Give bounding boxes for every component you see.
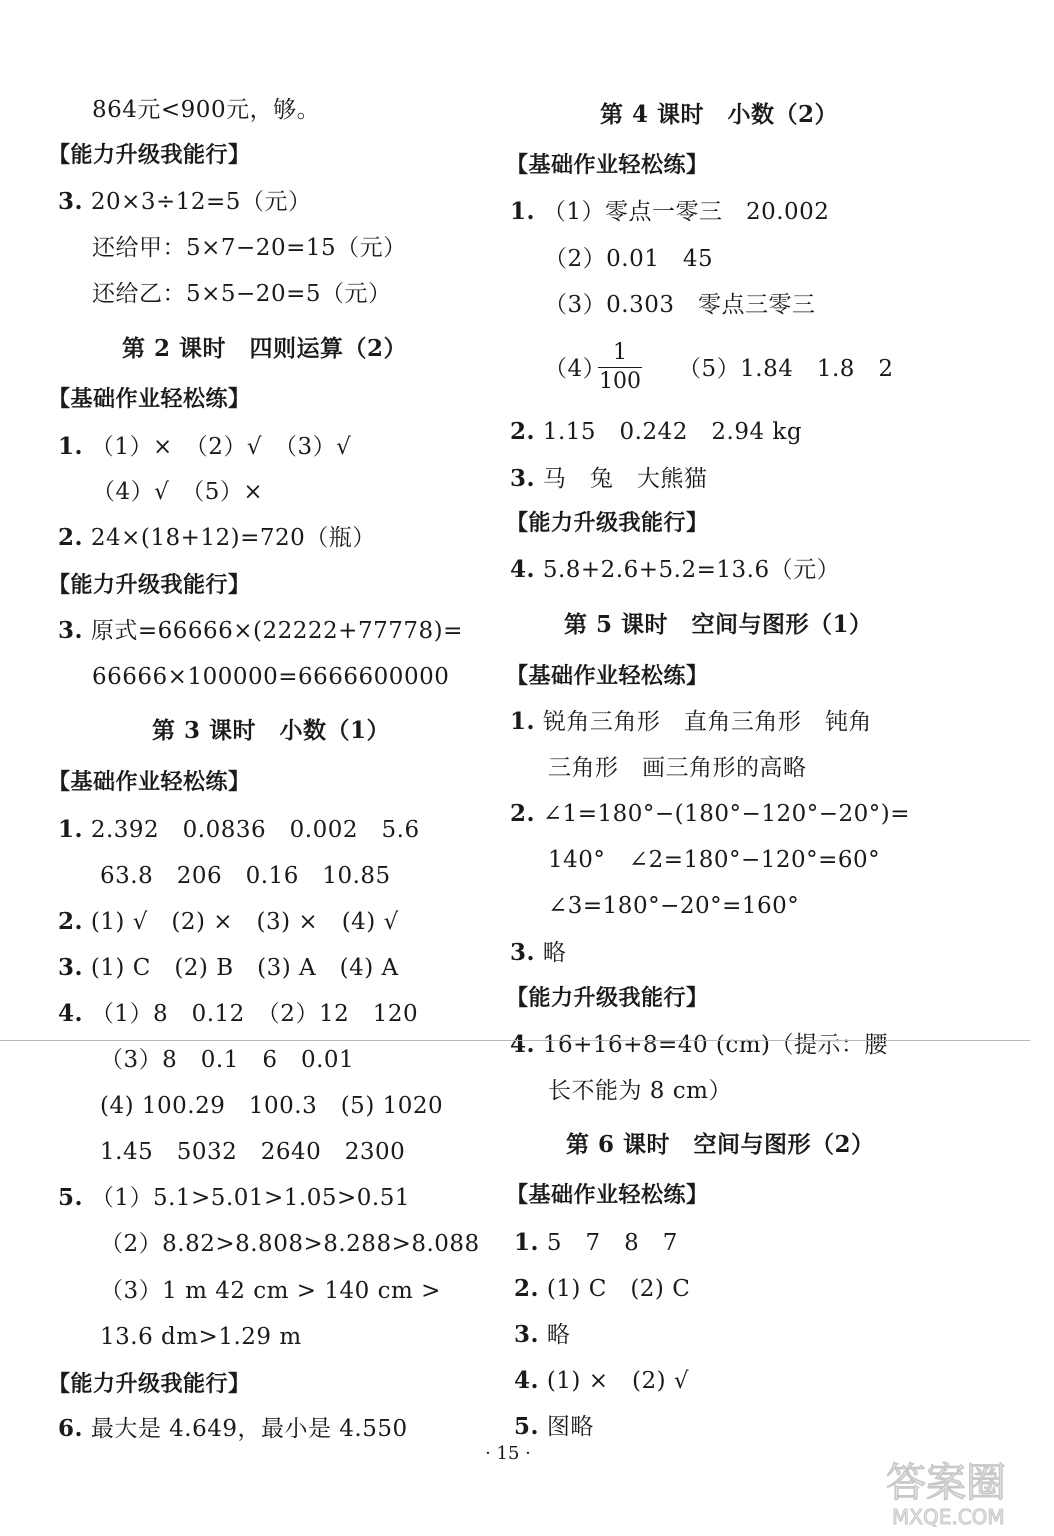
answer-text: 第 2 课时 四则运算（2） <box>122 335 408 362</box>
answer-line <box>544 244 713 274</box>
answer-text: 略 <box>542 940 567 966</box>
question-number: 3. <box>510 939 536 966</box>
answer-text: (1) C (2) B (3) A (4) A <box>90 955 399 981</box>
watermark-text: 答案圈 <box>886 1460 1006 1506</box>
answer-line <box>58 907 399 937</box>
answer-text: 第 5 课时 空间与图形（1） <box>564 611 873 638</box>
answer-text: 140° ∠2=180°−120°=60° <box>548 847 881 873</box>
section-label <box>506 1181 709 1211</box>
answer-text: 66666×100000=6666600000 <box>92 664 450 690</box>
answer-text: （2）8.82>8.808>8.288>8.088 <box>100 1231 480 1257</box>
answer-line <box>100 1091 443 1121</box>
section-label <box>48 768 251 798</box>
answer-line <box>100 1137 405 1167</box>
fraction-one-hundredth <box>598 340 642 395</box>
question-number: 4. <box>510 1031 536 1058</box>
answer-text: （5）1.84 1.8 2 <box>678 356 894 382</box>
answer-line <box>510 464 707 494</box>
answer-text: 【能力升级我能行】 <box>48 143 251 168</box>
answer-line <box>514 1274 690 1304</box>
answer-text: （1）8 0.12 （2）12 120 <box>90 1001 419 1027</box>
answer-line <box>92 95 320 125</box>
lesson-heading <box>564 610 873 640</box>
answer-text: 略 <box>546 1322 571 1348</box>
answer-line <box>100 1322 302 1352</box>
answer-line <box>510 1030 888 1060</box>
section-label <box>506 509 709 539</box>
fraction-bar <box>598 367 642 368</box>
answer-text: （3）1 m 42 cm > 140 cm > <box>100 1278 441 1304</box>
answer-line <box>514 1412 594 1442</box>
question-number: 1. <box>514 1229 540 1256</box>
question-number: 6. <box>58 1415 84 1442</box>
question-number: 1. <box>58 433 84 460</box>
question-number: 2. <box>58 524 84 551</box>
answer-line <box>514 1320 570 1350</box>
answer-text: 1.45 5032 2640 2300 <box>100 1139 406 1165</box>
question-number: 3. <box>510 465 536 492</box>
question-number: 2. <box>58 908 84 935</box>
answer-text: 864元<900元，够。 <box>92 97 321 123</box>
answer-line <box>548 753 807 783</box>
answer-text: 马 兔 大熊猫 <box>542 466 708 492</box>
answer-line <box>548 891 799 921</box>
answer-line <box>92 233 407 263</box>
answer-line <box>58 953 399 983</box>
answer-line <box>92 279 391 309</box>
scan-divider-line <box>0 1040 1030 1041</box>
answer-text: 63.8 206 0.16 10.85 <box>100 863 391 889</box>
answer-line <box>544 354 606 384</box>
fraction-numerator: 1 <box>613 340 627 365</box>
lesson-heading <box>566 1130 875 1160</box>
answer-text: 图略 <box>546 1414 594 1440</box>
question-number: 1. <box>510 198 536 225</box>
answer-text: 1.15 0.242 2.94 kg <box>542 419 803 445</box>
question-number: 2. <box>510 800 536 827</box>
fraction-denominator: 100 <box>599 369 641 394</box>
answer-text: 还给乙：5×5−20=5（元） <box>92 281 392 307</box>
section-label <box>506 662 709 692</box>
question-number: 5. <box>514 1413 540 1440</box>
answer-text: 锐角三角形 直角三角形 钝角 <box>542 709 872 735</box>
answer-line <box>510 197 829 227</box>
answer-text: 第 6 课时 空间与图形（2） <box>566 1131 875 1158</box>
answer-text: 长不能为 8 cm） <box>548 1078 732 1104</box>
answer-text: (1) √ (2) × (3) × (4) √ <box>90 909 399 935</box>
section-label <box>48 571 251 601</box>
answer-text: 【基础作业轻松练】 <box>506 1183 709 1208</box>
answer-text: （1）零点一零三 20.002 <box>542 199 830 225</box>
answer-line <box>92 477 263 507</box>
answer-line <box>514 1366 689 1396</box>
section-label <box>506 151 709 181</box>
answer-line <box>58 1183 410 1213</box>
answer-text: 【能力升级我能行】 <box>506 986 709 1011</box>
answer-line <box>510 707 872 737</box>
answer-text: 16+16+8=40 (cm)（提示：腰 <box>542 1032 889 1058</box>
answer-text: 2.392 0.0836 0.002 5.6 <box>90 817 420 843</box>
answer-line <box>58 432 351 462</box>
question-number: 4. <box>514 1367 540 1394</box>
answer-text: （1）5.1>5.01>1.05>0.51 <box>90 1185 410 1211</box>
answer-line <box>58 815 420 845</box>
answer-text: 【基础作业轻松练】 <box>506 664 709 689</box>
answer-text: 【能力升级我能行】 <box>506 511 709 536</box>
answer-text: 原式=66666×(22222+77778)= <box>90 618 463 644</box>
answer-line <box>514 1228 678 1258</box>
lesson-heading <box>600 100 838 130</box>
answer-text: 第 4 课时 小数（2） <box>600 101 839 128</box>
question-number: 3. <box>58 954 84 981</box>
question-number: 5. <box>58 1184 84 1211</box>
answer-line <box>510 799 910 829</box>
answer-text: （4）√ （5）× <box>92 479 264 505</box>
answer-line <box>100 1276 441 1306</box>
answer-text: 13.6 dm>1.29 m <box>100 1324 302 1350</box>
answer-line <box>544 290 815 320</box>
answer-text: （2）0.01 45 <box>544 246 714 272</box>
answer-text: 第 3 课时 小数（1） <box>152 717 391 744</box>
lesson-heading <box>152 716 390 746</box>
answer-line <box>678 354 894 384</box>
answer-text: 最大是 4.649，最小是 4.550 <box>90 1416 408 1442</box>
answer-line <box>92 662 449 692</box>
answer-line <box>548 845 880 875</box>
section-label <box>48 1370 251 1400</box>
answer-text: （4） <box>544 356 607 382</box>
answer-text: 20×3÷12=5（元） <box>90 189 312 215</box>
answer-text: （1）× （2）√ （3）√ <box>90 434 352 460</box>
answer-line <box>100 1229 480 1259</box>
answer-line <box>58 187 311 217</box>
section-label <box>506 984 709 1014</box>
lesson-heading <box>122 334 407 364</box>
section-label <box>48 385 251 415</box>
watermark-subtext: MXQE.COM <box>892 1505 1005 1529</box>
question-number: 3. <box>58 617 84 644</box>
answer-text: 还给甲：5×7−20=15（元） <box>92 235 407 261</box>
answer-text: 【基础作业轻松练】 <box>48 770 251 795</box>
answer-text: (1) × (2) √ <box>546 1368 690 1394</box>
answer-line <box>100 861 391 891</box>
answer-text: 5 7 8 7 <box>546 1230 678 1256</box>
answer-text: （3）0.303 零点三零三 <box>544 292 816 318</box>
answer-line <box>58 999 418 1029</box>
page-number: · 15 · <box>485 1443 531 1464</box>
answer-line <box>510 938 566 968</box>
question-number: 3. <box>58 188 84 215</box>
answer-line <box>58 1414 408 1444</box>
answer-text: （3）8 0.1 6 0.01 <box>100 1047 355 1073</box>
answer-text: (4) 100.29 100.3 (5) 1020 <box>100 1093 444 1119</box>
question-number: 1. <box>58 816 84 843</box>
question-number: 2. <box>510 418 536 445</box>
answer-text: 【能力升级我能行】 <box>48 1372 251 1397</box>
question-number: 3. <box>514 1321 540 1348</box>
answer-text: ∠3=180°−20°=160° <box>548 893 800 919</box>
answer-text: 24×(18+12)=720（瓶） <box>90 525 376 551</box>
answer-text: ∠1=180°−(180°−120°−20°)= <box>542 801 911 827</box>
answer-text: 5.8+2.6+5.2=13.6（元） <box>542 557 841 583</box>
answer-line <box>58 523 376 553</box>
answer-text: 【基础作业轻松练】 <box>506 153 709 178</box>
answer-text: 【基础作业轻松练】 <box>48 387 251 412</box>
answer-text: (1) C (2) C <box>546 1276 691 1302</box>
answer-line <box>510 555 840 585</box>
answer-line <box>548 1076 732 1106</box>
section-label <box>48 141 251 171</box>
question-number: 2. <box>514 1275 540 1302</box>
answer-text: 三角形 画三角形的高略 <box>548 755 807 781</box>
question-number: 1. <box>510 708 536 735</box>
question-number: 4. <box>510 556 536 583</box>
answer-line <box>58 616 463 646</box>
answer-line <box>100 1045 354 1075</box>
answer-line <box>510 417 802 447</box>
watermark-logo-icon <box>878 1450 1048 1530</box>
question-number: 4. <box>58 1000 84 1027</box>
answer-text: 【能力升级我能行】 <box>48 573 251 598</box>
